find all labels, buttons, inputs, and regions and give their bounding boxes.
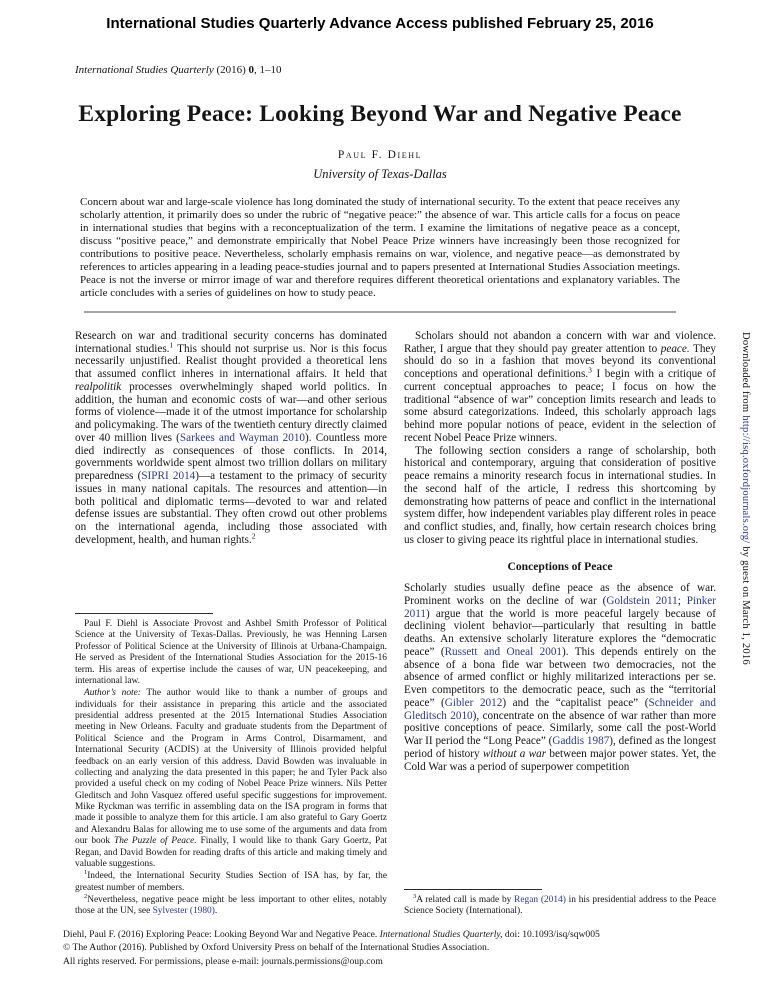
footnote-divider <box>75 613 213 614</box>
text-segment: A related call is made by <box>416 895 515 905</box>
citation-link[interactable]: Gibler 2012 <box>444 696 503 709</box>
text-segment: between major power states. Yet, the Cold War was a period of superpower competition <box>404 747 716 773</box>
text-segment: . <box>214 906 218 917</box>
text-segment: They should do so in a fashion that moves beyond its conventional conceptions and operational definitions. <box>404 342 716 381</box>
text-segment: ), concentrate on the absence of war rather than more positive conceptions of peace. Similarly, some call the post-World War II period the “Long Peace” ( <box>404 709 716 748</box>
text-segment: ). This depends entirely on the absence of a bona fide war between two democracies, not the absence of armed conflict or highly militarized interactions per se. Even competitors to the democratic peace, such as the “territorial peace” ( <box>404 645 716 709</box>
article-title: Exploring Peace: Looking Beyond War and Negative Peace <box>78 101 682 127</box>
text-segment: (2016) <box>213 64 249 76</box>
journal-citation-line <box>75 64 760 76</box>
text-segment: realpolitik <box>75 380 122 393</box>
text-segment: Author’s note: <box>84 688 141 699</box>
footnote-3 <box>404 892 717 918</box>
citation-link[interactable]: Pinker 2011 <box>404 594 716 620</box>
body-columns <box>75 330 717 918</box>
text-segment: Downloaded from <box>740 332 751 416</box>
author-bio-footnote <box>75 619 387 687</box>
citation-link[interactable]: Russett and Oneal 2001 <box>444 645 563 658</box>
author-affiliation: University of Texas-Dallas <box>313 167 447 181</box>
right-column <box>404 330 716 918</box>
text-segment: 1 <box>84 869 88 877</box>
citation-link[interactable]: Schneider and Gleditsch 2010 <box>404 696 716 722</box>
right-footnote-block <box>404 889 716 918</box>
text-segment: Diehl, Paul F. (2016) Exploring Peace: Looking Beyond War and Negative Peace. <box>63 929 380 940</box>
text-segment: ), defined as the longest period of history <box>404 735 716 760</box>
abstract: Concern about war and large-scale violence has long dominated the study of international security. To the extent that peace receives any scholarly attention, it primarily does so under the rubric of “negative peace:” the absence of war. This article calls for a focus on peace in international studies that begins with a reconceptualization of the term. I examine the limitations of negative peace as a concept, discuss “positive peace,” and demonstrate empirically that Nobel Peace Prize winners have increasingly been those recognized for contributions to positive peace. Nevertheless, scholarly emphasis remains on war, violence, and negative peace—as demonstrated by references to articles appearing in a leading peace-studies journal and to papers presented at International Studies Association meetings. Peace is not the inverse or mirror image of war and therefore requires different theoretical orientations and explanatory variables. The article concludes with a series of guidelines on how to study peace. <box>80 196 680 299</box>
footnote-2 <box>75 892 387 918</box>
footnote-1 <box>75 871 387 894</box>
paragraph-research-on-war <box>75 330 387 547</box>
text-segment: ) and the “capitalist peace” ( <box>502 696 649 709</box>
citation-link[interactable]: Regan (2014) <box>514 895 566 905</box>
footnote-divider <box>404 889 542 890</box>
footer-permissions-line: All rights reserved. For permissions, please e-mail: journals.permissions@oup.com <box>63 955 383 967</box>
citation-link[interactable]: Sarkees and Wayman 2010 <box>179 431 306 444</box>
paragraph-following-section <box>404 445 716 547</box>
left-footnote-block <box>75 613 387 918</box>
text-segment: The author would like to thank a number of groups and individuals for their assistance in preparing this article and the associated presidential address presented at the 2015 International Studies Association meeting in New Orleans. Faculty and graduate students from the Department of Political Science and the Program in Arms Control, Disarmament, and International Security (ACDIS) at the University of Illinois provided helpful feedback on an early version of this address. David Bowden was invaluable in collecting and analyzing the data presented in this paper; he and Tyler Pack also provided a useful check on my coding of Nobel Peace Prize winners. Nils Petter Gleditsch and John Vasquez offered useful specific suggestions for improvement. Mike Ryckman was terrific in assembling data on the ISA program in forms that made it possible to analyze them for this article. I am also grateful to Gary Goertz and Alexandru Balas for allowing me to use some of the arguments and data from our book <box>75 688 388 847</box>
abstract-divider <box>84 311 676 313</box>
citation-link[interactable]: http://isq.oxfordjournals.org/ <box>740 415 751 544</box>
footer-copyright-line: © The Author (2016). Published by Oxford University Press on behalf of the International Studies Association. <box>63 942 490 954</box>
citation-link[interactable]: Sylvester (1980) <box>152 906 215 917</box>
citation-link[interactable]: SIPRI 2014 <box>141 470 196 483</box>
page-footer <box>63 928 723 968</box>
text-segment: processes overwhelmingly shaped world politics. In addition, the human and economic costs of war—and other serious forms of violence—made it of the utmost importance for scholarship and policymaking. The wars of the twentieth century directly claimed over 40 million lives ( <box>75 380 387 444</box>
footer-citation-line <box>63 928 723 941</box>
text-segment: 2 <box>251 531 256 541</box>
text-segment: , 1–10 <box>254 64 282 76</box>
text-segment: Research on war and traditional security concerns has dominated international studies. <box>75 329 387 355</box>
text-segment: 1 <box>169 339 174 349</box>
text-segment: The following section considers a range of scholarship, both historical and contemporary, arguing that consideration of positive peace remains a minority research focus in international studies. In the second half of the article, I redress this shortcoming by demonstrating how patterns of peace and conflict in the international system differ, how independent variables play different roles in peace and conflict studies, and, finally, how certain research choices bring us closer to giving peace its rightful place in international studies. <box>404 444 716 546</box>
text-segment: peace. <box>660 342 690 355</box>
citation-link[interactable]: Goldstein 2011 <box>606 594 678 607</box>
text-segment: I begin with a critique of current conceptual approaches to peace; I focus on how the traditional “absence of war” conception limits research and leads to some absurd categorizations. Indeed, this scholarly approach lags behind more popular notions of peace, evident in the selection of recent Nobel Peace Prize winners. <box>404 368 716 444</box>
text-segment: without a war <box>482 747 547 760</box>
text-segment: This should not surprise us. Nor is this focus necessarily unjustified. Realist thought provided a theoretical lens that assumed conflict inheres in international affairs. It held that <box>75 342 387 381</box>
text-segment: Scholars should not abandon a concern with war and violence. Rather, I argue that they should pay greater attention to <box>404 329 716 355</box>
text-segment: Paul F. Diehl is Associate Provost and Ashbel Smith Professor of Political Science at the University of Texas-Dallas. Previously, he was Henning Larsen Professor of Political Science at the University of Illinois at Urbana-Champaign. He served as President of the International Studies Association for the 2015-16 term. His areas of expertise include the causes of war, UN peacekeeping, and international law. <box>75 619 387 686</box>
advance-access-header: International Studies Quarterly Advance Access published February 25, 2016 <box>106 15 654 32</box>
text-segment: by guest on March 1, 2016 <box>740 543 751 665</box>
citation-link[interactable]: Gaddis 1987 <box>552 735 610 748</box>
text-segment: ). Countless more died indirectly as consequences of those conflicts. In 2014, governments worldwide spent almost two trillion dollars on military preparedness ( <box>75 431 387 483</box>
authors-note-footnote <box>75 688 387 870</box>
text-segment: 3 <box>413 892 417 900</box>
paragraph-scholarly-studies <box>404 582 716 773</box>
text-segment: ; <box>677 594 687 607</box>
text-segment: Scholarly studies usually define peace as the absence of war. Prominent works on the decline of war ( <box>404 581 716 607</box>
text-segment: ) argue that the world is more peaceful largely because of declining violent behavior—particularly that resulting in battle deaths. An extensive scholarly literature explores the “democratic peace” ( <box>404 607 716 658</box>
text-segment: 0 <box>248 64 255 76</box>
text-segment: 2 <box>84 892 88 900</box>
text-segment: Finally, I would like to thank Gary Goertz, Pat Regan, and David Bowden for reading drafts of this article and making timely and valuable suggestions. <box>75 836 388 869</box>
text-segment: The Puzzle of Peace. <box>113 836 197 847</box>
left-column <box>75 330 387 918</box>
text-segment: International Studies Quarterly, <box>379 929 503 940</box>
author-name: Paul F. Diehl <box>337 149 423 161</box>
text-segment: International Studies Quarterly <box>75 64 214 76</box>
text-segment: doi: 10.1093/isq/sqw005 <box>502 929 600 940</box>
section-heading-conceptions-of-peace: Conceptions of Peace <box>507 559 613 573</box>
text-segment: Nevertheless, negative peace might be less important to other elites, notably those at the UN, see <box>75 895 387 917</box>
download-watermark <box>740 332 751 692</box>
text-segment: in his presidential address to the Peace Science Society (International). <box>404 895 717 917</box>
text-segment: 3 <box>588 365 592 375</box>
text-segment: )—a testament to the primacy of security issues in many national capitals. The resources and attention—in both political and diplomatic terms—devoted to war and related defense issues are substantial. They often crowd out other problems on the international agenda, including those associated with development, health, and human rights. <box>75 470 387 546</box>
paragraph-scholars-should-not <box>404 330 716 445</box>
text-segment: Indeed, the International Security Studies Section of ISA has, by far, the greatest number of members. <box>75 871 387 893</box>
